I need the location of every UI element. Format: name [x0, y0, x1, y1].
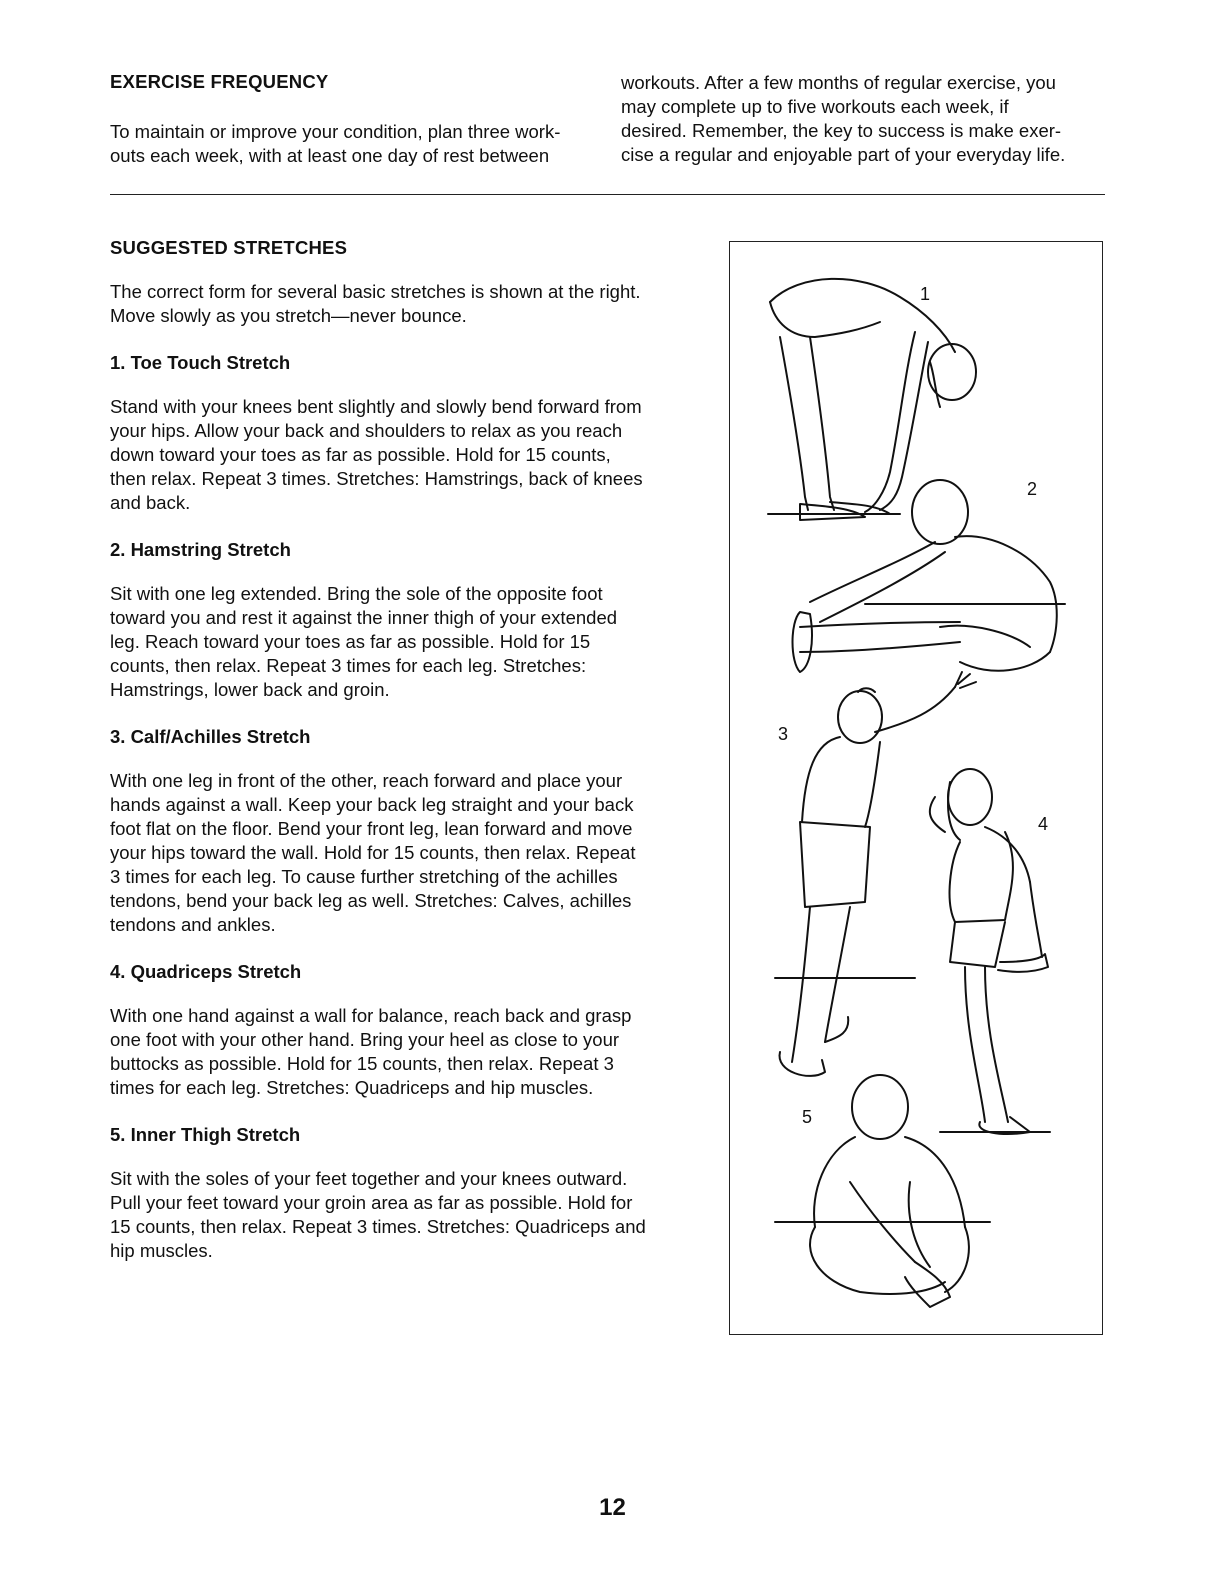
exercise-frequency-column-1 — [110, 120, 590, 168]
text-line: then relax. Repeat 3 times. Stretches: Hamstrings, back of knees — [110, 468, 643, 489]
text-line: 3 times for each leg. To cause further stretching of the achilles — [110, 866, 618, 887]
suggested-stretches-section — [110, 236, 700, 1286]
stretch-title: 4. Quadriceps Stretch — [110, 961, 302, 982]
text-line: With one hand against a wall for balance, reach back and grasp — [110, 1005, 632, 1026]
text-line: Pull your feet toward your groin area as far as possible. Hold for — [110, 1192, 633, 1213]
stretch-description — [110, 1167, 700, 1263]
text-line: Sit with one leg extended. Bring the sole of the opposite foot — [110, 583, 603, 604]
text-line: tendons, bend your back leg as well. Stretches: Calves, achilles — [110, 890, 632, 911]
text-line: cise a regular and enjoyable part of your everyday life. — [621, 144, 1066, 165]
figure-label-2: 2 — [1027, 479, 1038, 499]
text-line: 15 counts, then relax. Repeat 3 times. Stretches: Quadriceps and — [110, 1216, 646, 1237]
exercise-frequency-heading: EXERCISE FREQUENCY — [110, 71, 329, 92]
text-line: may complete up to five workouts each week, if — [621, 96, 1009, 117]
intro-paragraph — [110, 280, 700, 328]
figure-label-5: 5 — [802, 1107, 813, 1127]
text-line: Hamstrings, lower back and groin. — [110, 679, 390, 700]
text-line: your hips. Allow your back and shoulders to relax as you reach — [110, 420, 623, 441]
stretch-title: 3. Calf/Achilles Stretch — [110, 726, 311, 747]
text-line: hip muscles. — [110, 1240, 213, 1261]
text-line: times for each leg. Stretches: Quadriceps and hip muscles. — [110, 1077, 594, 1098]
figure-label-4: 4 — [1038, 814, 1049, 834]
stretch-description — [110, 769, 700, 937]
text-line: desired. Remember, the key to success is make exer- — [621, 120, 1062, 141]
text-line: To maintain or improve your condition, plan three work- — [110, 121, 561, 142]
calf-achilles-stretch-figure — [775, 672, 976, 1076]
suggested-stretches-heading: SUGGESTED STRETCHES — [110, 237, 348, 258]
text-line: tendons and ankles. — [110, 914, 276, 935]
stretches-illustration-panel — [729, 241, 1103, 1335]
stretch-title: 1. Toe Touch Stretch — [110, 352, 291, 373]
text-line: outs each week, with at least one day of rest between — [110, 145, 550, 166]
page-number: 12 — [599, 1494, 626, 1521]
section-divider — [110, 194, 1105, 195]
text-line: leg. Reach toward your toes as far as possible. Hold for 15 — [110, 631, 591, 652]
text-line: counts, then relax. Repeat 3 times for each leg. Stretches: — [110, 655, 587, 676]
stretch-description — [110, 395, 700, 515]
stretch-description — [110, 1004, 700, 1100]
quadriceps-stretch-figure — [930, 769, 1050, 1134]
stretch-title: 5. Inner Thigh Stretch — [110, 1124, 301, 1145]
stretch-title: 2. Hamstring Stretch — [110, 539, 291, 560]
text-line: foot flat on the floor. Bend your front leg, lean forward and move — [110, 818, 633, 839]
text-line: buttocks as possible. Hold for 15 counts, then relax. Repeat 3 — [110, 1053, 614, 1074]
figure-label-1: 1 — [920, 284, 931, 304]
text-line: and back. — [110, 492, 191, 513]
text-line: toward you and rest it against the inner thigh of your extended — [110, 607, 618, 628]
text-line: your hips toward the wall. Hold for 15 counts, then relax. Repeat — [110, 842, 636, 863]
figure-label-3: 3 — [778, 724, 789, 744]
exercise-frequency-column-2 — [621, 71, 1101, 167]
text-line: hands against a wall. Keep your back leg straight and your back — [110, 794, 634, 815]
text-line: Stand with your knees bent slightly and slowly bend forward from — [110, 396, 642, 417]
text-line: workouts. After a few months of regular exercise, you — [621, 72, 1056, 93]
text-line: The correct form for several basic stretches is shown at the right. — [110, 281, 641, 302]
text-line: Move slowly as you stretch—never bounce. — [110, 305, 467, 326]
text-line: Sit with the soles of your feet together and your knees outward. — [110, 1168, 628, 1189]
toe-touch-figure — [768, 279, 976, 520]
text-line: one foot with your other hand. Bring your heel as close to your — [110, 1029, 620, 1050]
text-line: With one leg in front of the other, reach forward and place your — [110, 770, 623, 791]
stretch-description — [110, 582, 700, 702]
text-line: down toward your toes as far as possible. Hold for 15 counts, — [110, 444, 611, 465]
stretch-figures-illustration — [730, 242, 1101, 1333]
